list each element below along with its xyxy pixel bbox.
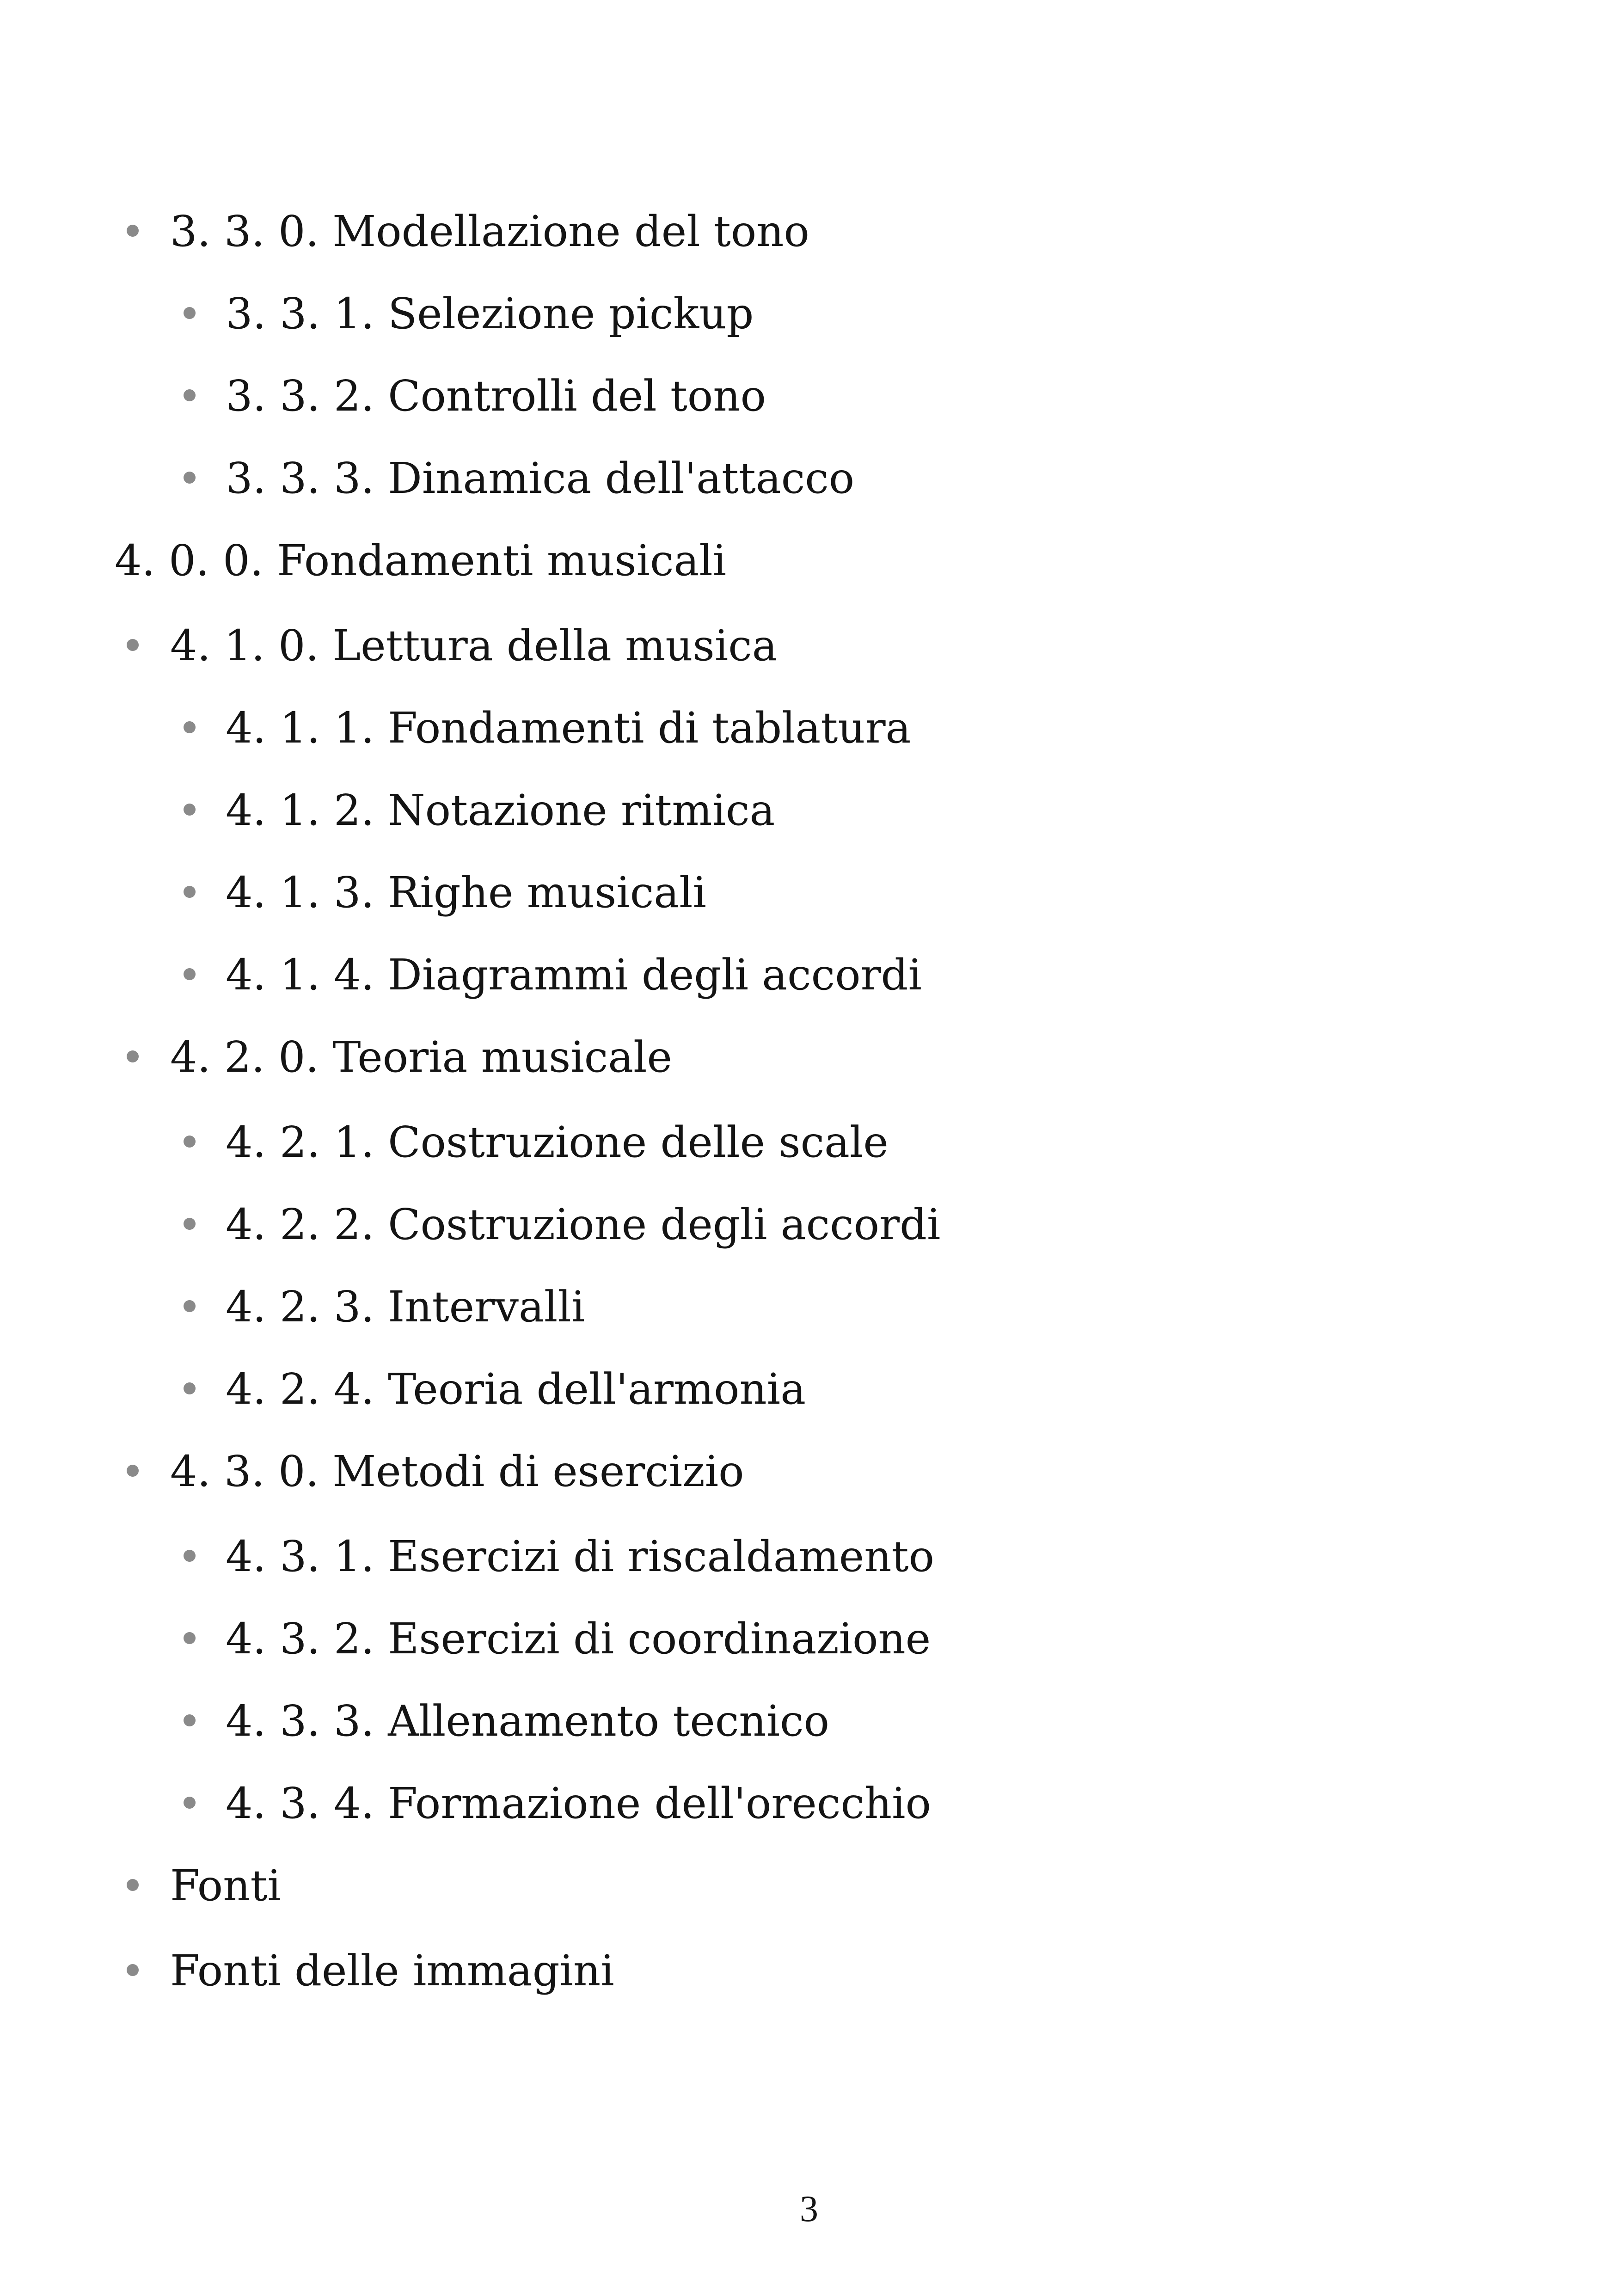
bullet-icon [127, 1879, 139, 1891]
bullet-icon [184, 968, 196, 980]
toc-entry[interactable]: 4. 2. 3. Intervalli [226, 1282, 585, 1332]
toc-entry[interactable]: 3. 3. 0. Modellazione del tono [170, 207, 809, 256]
toc-entry[interactable]: 3. 3. 2. Controlli del tono [226, 371, 766, 421]
toc-entry[interactable]: 4. 1. 2. Notazione ritmica [226, 786, 775, 835]
bullet-icon [127, 225, 139, 237]
toc-entry[interactable]: 4. 3. 0. Metodi di esercizio [170, 1447, 744, 1496]
bullet-icon [184, 804, 196, 816]
page-number: 3 [800, 2189, 818, 2229]
bullet-icon [184, 886, 196, 898]
toc-entry[interactable]: 4. 3. 3. Allenamento tecnico [226, 1696, 829, 1746]
toc-entry[interactable]: 4. 1. 4. Diagrammi degli accordi [226, 950, 922, 1000]
bullet-icon [127, 1465, 139, 1477]
toc-entry[interactable]: Fonti delle immagini [170, 1946, 614, 1995]
toc-entry[interactable]: 4. 2. 0. Teoria musicale [170, 1032, 672, 1082]
bullet-icon [184, 1382, 196, 1394]
toc-entry[interactable]: 4. 3. 4. Formazione dell'orecchio [226, 1779, 931, 1828]
bullet-icon [184, 389, 196, 401]
bullet-icon [184, 307, 196, 319]
bullet-icon [127, 1050, 139, 1062]
bullet-icon [184, 1797, 196, 1809]
toc-entry[interactable]: 4. 2. 1. Costruzione delle scale [226, 1117, 889, 1167]
toc-entry[interactable]: 3. 3. 1. Selezione pickup [226, 289, 754, 338]
toc-entry[interactable]: 3. 3. 3. Dinamica dell'attacco [226, 454, 855, 503]
toc-entry[interactable]: 4. 2. 4. Teoria dell'armonia [226, 1364, 806, 1414]
bullet-icon [184, 1714, 196, 1726]
bullet-icon [184, 1632, 196, 1644]
bullet-icon [184, 472, 196, 484]
toc-entry[interactable]: 4. 1. 3. Righe musicali [226, 868, 706, 917]
bullet-icon [184, 1136, 196, 1148]
toc-entry[interactable]: 4. 3. 1. Esercizi di riscaldamento [226, 1532, 934, 1581]
toc-entry[interactable]: 4. 3. 2. Esercizi di coordinazione [226, 1614, 931, 1664]
toc-entry[interactable]: 4. 2. 2. Costruzione degli accordi [226, 1200, 941, 1249]
toc-entry[interactable]: Fonti [170, 1861, 281, 1910]
bullet-icon [184, 1300, 196, 1312]
toc-section-heading[interactable]: 4. 0. 0. Fondamenti musicali [115, 536, 727, 585]
bullet-icon [184, 1218, 196, 1230]
bullet-icon [127, 1964, 139, 1976]
toc-entry[interactable]: 4. 1. 0. Lettura della musica [170, 621, 778, 670]
toc-entry[interactable]: 4. 1. 1. Fondamenti di tablatura [226, 703, 911, 753]
bullet-icon [184, 721, 196, 733]
bullet-icon [184, 1550, 196, 1562]
bullet-icon [127, 639, 139, 651]
